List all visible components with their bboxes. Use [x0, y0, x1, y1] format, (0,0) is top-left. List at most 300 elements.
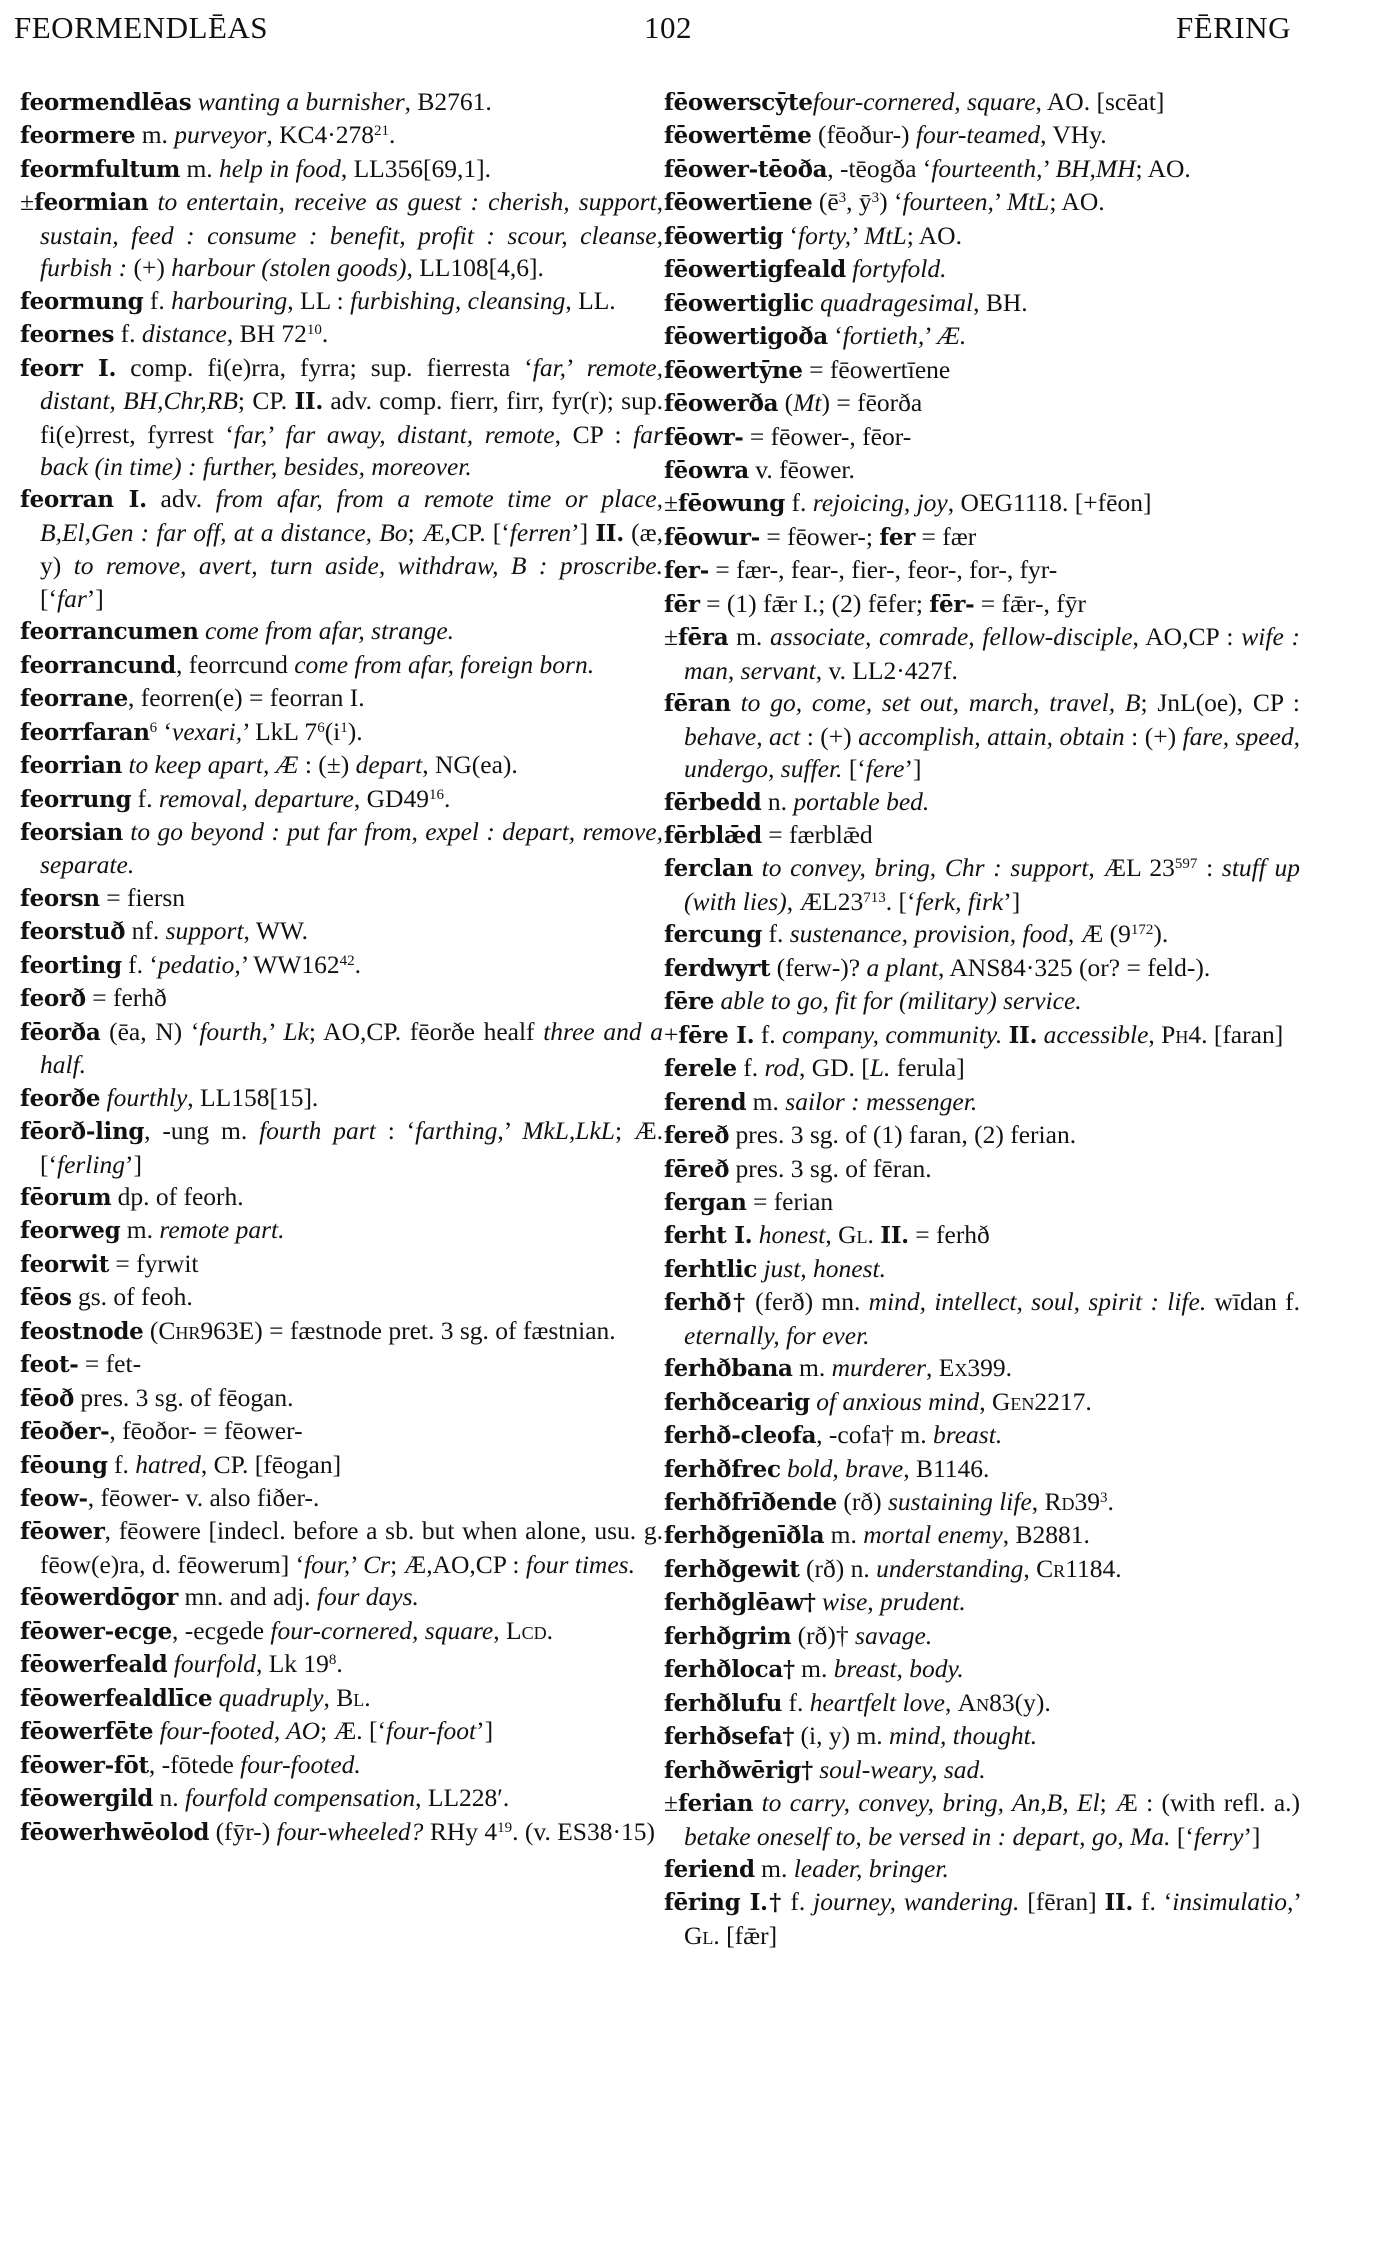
entry-text: [‘	[1170, 1821, 1194, 1851]
dictionary-entry	[20, 1281, 663, 1314]
entry-text: ’ LkL 7	[242, 716, 318, 746]
entry-text: four-foot	[385, 1716, 477, 1746]
entry-text: ; AO.	[906, 220, 962, 250]
entry-text: ’	[851, 220, 865, 250]
entry-text: adv.	[146, 484, 216, 514]
entry-text: .	[867, 1220, 881, 1250]
entry-text: fourfold compensation	[184, 1783, 416, 1813]
dictionary-entry	[20, 649, 663, 682]
headword: feorstuð	[20, 918, 126, 946]
entry-text: 6	[149, 719, 158, 736]
headword: II.	[595, 519, 624, 547]
dictionary-entry	[664, 119, 1300, 152]
right-column	[664, 86, 1300, 1952]
dictionary-entry	[664, 186, 1300, 219]
dictionary-entry	[664, 1386, 1300, 1419]
entry-text: Gl	[684, 1920, 714, 1950]
dictionary-entry	[20, 1348, 663, 1381]
entry-text: breast.	[933, 1420, 1003, 1450]
entry-text: leader, bringer.	[793, 1854, 949, 1884]
entry-text: just, honest.	[763, 1253, 886, 1283]
entry-text: 1184.	[1065, 1553, 1122, 1583]
entry-text: (ferw-)?	[770, 952, 867, 982]
headword: fēowra	[664, 456, 749, 484]
entry-text: to carry, convey, bring, An,B, El	[761, 1788, 1100, 1818]
entry-text: four-cornered, square	[812, 87, 1036, 116]
dictionary-entry	[664, 1754, 1300, 1787]
entry-text: to remove, avert, turn aside, withdraw, B : proscribe.	[73, 551, 663, 581]
entry-text: Gen	[991, 1386, 1035, 1416]
dictionary-entry	[20, 1782, 663, 1815]
dictionary-entry	[20, 982, 663, 1015]
dictionary-entry	[20, 1615, 663, 1648]
entry-text: wanting a burnisher	[197, 87, 405, 116]
entry-text: [fēran]	[1019, 1887, 1105, 1917]
headword: fēowertȳne	[664, 356, 803, 384]
entry-text: 8	[328, 1652, 337, 1669]
entry-text: , LL108[4,6].	[406, 253, 544, 283]
dictionary-entry	[20, 783, 663, 816]
entry-text: mn. and adj.	[178, 1582, 317, 1612]
entry-text: forty,	[798, 220, 852, 250]
running-head-last-word: FĒRING	[1176, 10, 1291, 45]
headword: feorsian	[20, 818, 123, 846]
entry-text: ’]	[124, 1149, 142, 1179]
entry-text: [‘	[842, 754, 866, 784]
headword: fēowertigoða	[664, 323, 828, 351]
entry-text: , BH.	[973, 287, 1028, 317]
dictionary-entry	[20, 1115, 663, 1181]
entry-text: = ferian	[746, 1186, 834, 1216]
entry-text: far	[56, 583, 87, 613]
dictionary-entry	[664, 1219, 1300, 1252]
dictionary-entry	[20, 1415, 663, 1448]
entry-text: rod	[764, 1053, 799, 1083]
entry-text: , fēower- v. also fiðer-.	[87, 1483, 320, 1513]
entry-text: mind, thought.	[889, 1721, 1038, 1751]
dictionary-entry	[20, 1082, 663, 1115]
entry-text: four times.	[525, 1549, 635, 1579]
entry-text: ’	[1042, 153, 1056, 183]
entry-text: , feorren(e) = feorran I.	[127, 683, 365, 713]
entry-text: 39	[1074, 1487, 1101, 1517]
entry-text: n.	[153, 1783, 185, 1813]
dictionary-entry	[664, 220, 1300, 253]
entry-text: ; Æ. [‘	[40, 1116, 664, 1179]
entry-text: ’	[566, 352, 587, 382]
headword: fēring I.†	[664, 1889, 783, 1917]
headword: ferele	[664, 1055, 737, 1083]
entry-text: , ÆL 23	[1088, 853, 1175, 883]
entry-text: four-teamed	[915, 120, 1041, 150]
entry-text: eternally, for ever.	[684, 1320, 870, 1350]
dictionary-entry	[20, 1515, 663, 1581]
dictionary-entry	[20, 1016, 663, 1082]
entry-text: , B1146.	[903, 1453, 990, 1483]
entry-text: .	[1107, 1487, 1114, 1517]
headword: ferhð-cleofa	[664, 1422, 817, 1450]
entry-text: , CP :	[554, 419, 634, 449]
entry-text: f.	[785, 488, 813, 518]
entry-text: 10	[306, 322, 322, 339]
entry-text: sustenance, provision, food	[789, 919, 1068, 949]
entry-text: = fēowertīene	[802, 354, 951, 384]
entry-text: : (±)	[298, 750, 356, 780]
entry-text: .	[364, 1682, 371, 1712]
entry-text: from afar, from a remote time or place, B,El,Gen : far off, at a distance, Bo	[40, 484, 663, 547]
headword: fēower-fōt	[20, 1751, 149, 1779]
entry-text: wīdan f.	[1206, 1287, 1300, 1317]
entry-text: ’	[267, 419, 286, 449]
headword: feorrancund	[20, 651, 176, 679]
dictionary-entry	[664, 1352, 1300, 1385]
dictionary-entry	[664, 1286, 1300, 1352]
entry-text: remote, distant, BH,Chr,RB	[40, 352, 663, 416]
entry-text: far,	[532, 352, 567, 382]
headword: feorrung	[20, 785, 132, 813]
headword: feorrian	[20, 752, 123, 780]
entry-text: company, community.	[781, 1019, 1003, 1049]
entry-text	[753, 853, 762, 882]
entry-text: ,	[493, 1615, 506, 1645]
entry-text: ’]	[571, 517, 596, 547]
entry-text: = fyrwit	[109, 1248, 199, 1278]
dictionary-entry	[664, 354, 1300, 387]
entry-text: ’]	[1003, 886, 1021, 916]
headword: fēre I.	[678, 1021, 755, 1049]
entry-text: ferk, firk	[915, 886, 1004, 916]
entry-text: m.	[135, 120, 175, 150]
entry-text: to go, come, set out, march, travel, B	[740, 688, 1141, 718]
headword: II.	[1008, 1021, 1038, 1049]
entry-text: f.	[143, 285, 172, 315]
entry-text: : (+)	[1124, 721, 1183, 751]
entry-text: : (+)	[800, 721, 859, 751]
dictionary-entry	[20, 1248, 663, 1281]
entry-text: = ferhð	[908, 1220, 990, 1250]
entry-text: f.	[782, 1887, 814, 1917]
entry-text: farthing,	[415, 1116, 504, 1146]
dictionary-entry	[664, 1519, 1300, 1552]
entry-text: ferry	[1193, 1821, 1244, 1851]
headword: II.	[294, 388, 324, 416]
entry-text: Ph	[1161, 1019, 1189, 1049]
entry-text: , v. LL2·427f.	[815, 655, 958, 685]
entry-text: ,	[979, 1386, 992, 1416]
headword: fēoung	[20, 1451, 108, 1479]
headword: feow-	[20, 1485, 88, 1513]
entry-text: come from afar, strange.	[204, 616, 455, 646]
headword: feorwit	[20, 1250, 110, 1278]
entry-text: , Lk 19	[255, 1649, 329, 1679]
entry-text: ; CP.	[237, 386, 295, 416]
entry-text: ,	[926, 1353, 939, 1383]
headword: fēower	[20, 1518, 105, 1546]
entry-text: . [‘	[885, 886, 916, 916]
entry-text: betake oneself to, be versed in : depart, go, Ma.	[684, 1821, 1171, 1851]
entry-text: understanding	[876, 1553, 1024, 1583]
entry-text: An	[957, 1687, 990, 1717]
headword: fēowergild	[20, 1785, 154, 1813]
entry-text: .	[321, 319, 329, 349]
headword: ferian	[678, 1790, 754, 1818]
entry-text: = fǣr-, fȳr	[974, 588, 1086, 618]
headword: fēowertīene	[664, 189, 813, 217]
dictionary-entry	[20, 949, 663, 982]
headword: fēre	[664, 988, 715, 1016]
headword: fēower-tēoða	[664, 155, 828, 183]
entry-text: , fēoðor- = fēower-	[109, 1416, 303, 1446]
entry-text: fourth part	[259, 1116, 376, 1146]
entry-text: ±	[664, 622, 678, 652]
entry-text: harbouring	[171, 285, 288, 315]
entry-text: Rd	[1044, 1487, 1075, 1517]
entry-text: to convey, bring, Chr : support	[761, 853, 1089, 883]
headword: fēorum	[20, 1183, 112, 1211]
entry-text: nf.	[125, 916, 166, 946]
entry-text: ‘	[783, 220, 799, 250]
headword: ferhðgewit	[664, 1555, 800, 1583]
entry-text: .	[336, 1649, 343, 1679]
entry-text: help in food	[219, 153, 341, 183]
dictionary-entry	[664, 1419, 1300, 1452]
headword: ferhðglēaw†	[664, 1589, 816, 1617]
entry-text: m.	[754, 1854, 794, 1884]
headword: ferhðsefa†	[664, 1723, 795, 1751]
entry-text: pres. 3 sg. of fēran.	[729, 1153, 932, 1183]
entry-text: wise, prudent.	[821, 1587, 966, 1617]
entry-text: , CP. [fēogan]	[200, 1449, 342, 1479]
headword: ferhðgenīðla	[664, 1522, 825, 1550]
headword: feorr I.	[20, 354, 117, 382]
entry-text: m.	[728, 622, 771, 652]
entry-text: 1	[340, 719, 348, 736]
dictionary-entry	[664, 1019, 1300, 1052]
dictionary-entry	[664, 918, 1300, 951]
entry-text: breast, body.	[833, 1654, 964, 1684]
entry-text: f.	[114, 319, 142, 349]
entry-text: f. ‘	[121, 949, 158, 979]
dictionary-entry	[664, 1086, 1300, 1119]
dictionary-entry	[20, 1482, 663, 1515]
entry-text: remote part.	[159, 1215, 285, 1245]
entry-text: four-cornered, square	[270, 1615, 494, 1645]
entry-text: (+)	[127, 253, 172, 283]
headword: fer	[879, 523, 916, 551]
headword: fēowerhwēolod	[20, 1818, 210, 1846]
headword: fēowerða	[664, 390, 779, 418]
entry-text: four-footed, AO	[159, 1716, 321, 1746]
dictionary-entry	[664, 786, 1300, 819]
headword: fercung	[664, 921, 763, 949]
dictionary-entry	[664, 421, 1300, 454]
entry-text: 172	[1130, 922, 1154, 939]
entry-text: associate, comrade, fellow-disciple	[770, 622, 1133, 652]
entry-text: fortieth,	[842, 321, 925, 351]
headword: feostnode	[20, 1317, 144, 1345]
entry-text: behave, act	[684, 721, 801, 751]
dictionary-entry	[664, 1653, 1300, 1686]
entry-text: depart	[355, 750, 423, 780]
entry-text: f.	[131, 783, 159, 813]
entry-text: 16	[428, 786, 444, 803]
entry-text: = fēower-;	[759, 521, 880, 551]
headword: ferhð†	[664, 1289, 747, 1317]
entry-text: Chr	[158, 1315, 201, 1345]
entry-text: ; Æ. [‘	[320, 1716, 386, 1746]
headword: ferhðgrim	[664, 1622, 792, 1650]
entry-text: ±	[20, 187, 34, 217]
entry-text: quadruply	[218, 1682, 324, 1712]
dictionary-entry	[20, 1449, 663, 1482]
entry-text: ferula]	[890, 1053, 965, 1083]
entry-text: of anxious mind	[816, 1386, 980, 1416]
entry-text: , B2881.	[1002, 1520, 1090, 1550]
headword: fēorð-ling	[20, 1118, 145, 1146]
dictionary-entry	[20, 816, 663, 882]
dictionary-entry	[20, 352, 663, 484]
dictionary-entry	[20, 1181, 663, 1214]
entry-text: 3	[838, 190, 847, 207]
entry-text: ferling	[56, 1149, 125, 1179]
entry-text: , -tēogða ‘	[827, 153, 932, 183]
entry-text: , Æ (9	[1067, 919, 1131, 949]
dictionary-entry	[664, 819, 1300, 852]
entry-text: ,	[1148, 1019, 1162, 1049]
left-column	[20, 86, 663, 1849]
entry-text: ; AO.	[1135, 153, 1191, 183]
entry-text: quadragesimal	[820, 287, 974, 317]
dictionary-entry	[664, 1119, 1300, 1152]
entry-text: fourfold	[173, 1649, 256, 1679]
dictionary-entry	[20, 285, 663, 318]
entry-text: soul-weary, sad.	[819, 1754, 986, 1784]
entry-text: ±	[664, 488, 678, 518]
entry-text: rejoicing, joy	[812, 488, 948, 518]
entry-text: , LL :	[287, 285, 351, 315]
entry-text: 3	[1100, 1490, 1108, 1507]
entry-text: accessible	[1043, 1019, 1149, 1049]
headword: feorran I.	[20, 486, 147, 514]
entry-text: adv. comp. fierr, firr, fyr(r); sup. fi(e)rrest, fyrrest ‘	[40, 386, 663, 449]
dictionary-entry	[664, 1620, 1300, 1653]
entry-text: gs. of feoh.	[71, 1282, 193, 1312]
entry-text: Lcd	[506, 1615, 547, 1645]
entry-text: fare, speed, undergo, suffer.	[684, 721, 1301, 784]
headword: ferhðfrec	[664, 1455, 781, 1483]
entry-text: , feorrcund	[175, 649, 295, 679]
headword: fēran	[664, 690, 731, 718]
headword: feormere	[20, 122, 136, 150]
entry-text: ,	[323, 1682, 337, 1712]
dictionary-entry	[664, 287, 1300, 320]
entry-text: f.	[762, 919, 790, 949]
entry-text: hatred	[135, 1449, 201, 1479]
dictionary-entry	[20, 186, 663, 284]
entry-text: = fet-	[78, 1349, 142, 1379]
headword: fēower-ecge	[20, 1617, 173, 1645]
entry-text: , LL356[69,1].	[340, 153, 491, 183]
entry-text: wife : man, servant	[684, 622, 1300, 685]
entry-text: ; Æ,CP. [‘	[407, 517, 510, 547]
entry-text: , -cofa† m.	[816, 1420, 934, 1450]
headword: feormung	[20, 287, 144, 315]
entry-text: ’]	[86, 583, 104, 613]
headword: fēowerdōgor	[20, 1584, 179, 1612]
dictionary-entry	[664, 1720, 1300, 1753]
entry-text: savage.	[855, 1620, 933, 1650]
entry-text: ; JnL(oe), CP :	[1140, 688, 1300, 718]
entry-text: L.	[869, 1053, 891, 1083]
dictionary-entry	[664, 387, 1300, 420]
headword: feormendlēas	[20, 89, 192, 116]
headword: fēos	[20, 1284, 72, 1312]
headword: feorrancumen	[20, 618, 199, 646]
headword: fergan	[664, 1188, 747, 1216]
headword: ferhðbana	[664, 1355, 793, 1383]
dictionary-entry	[20, 615, 663, 648]
entry-text: honest	[758, 1220, 826, 1250]
headword: ferdwyrt	[664, 954, 771, 982]
entry-text: (fȳr-)	[209, 1816, 277, 1846]
entry-text: Gl	[838, 1220, 868, 1250]
headword: fēr-	[929, 590, 975, 618]
headword: fēowertigfeald	[664, 256, 846, 284]
headword: fēowur-	[664, 523, 760, 551]
dictionary-entry	[20, 153, 663, 186]
headword: fēowerfealdlīce	[20, 1684, 213, 1712]
entry-text: (rð)	[836, 1487, 888, 1517]
entry-text: .	[546, 1615, 553, 1645]
dictionary-entry	[664, 1153, 1300, 1186]
entry-text: , OEG1118. [+fēon]	[947, 488, 1152, 518]
entry-text: fourteen,	[902, 187, 994, 217]
entry-text: Lk	[283, 1016, 309, 1046]
dictionary-entry	[20, 1816, 663, 1849]
headword: fereð	[664, 1122, 730, 1150]
dictionary-entry	[20, 86, 663, 119]
headword: ferhðwērig†	[664, 1756, 813, 1784]
dictionary-entry	[664, 1687, 1300, 1720]
headword: feorrfaran	[20, 718, 150, 746]
entry-text: , AO,CP :	[1132, 622, 1242, 652]
entry-text: ).	[1153, 919, 1169, 949]
headword: fēowung	[678, 490, 786, 518]
entry-text: f.	[736, 1053, 765, 1083]
entry-text: , GD49	[353, 783, 429, 813]
entry-text: , AO. [scēat]	[1035, 87, 1165, 116]
headword: feot-	[20, 1351, 79, 1379]
headword: fēorða	[20, 1018, 101, 1046]
headword: fēreð	[664, 1155, 730, 1183]
entry-text: portable bed.	[793, 786, 930, 816]
entry-text: distance	[141, 319, 227, 349]
entry-text: mind, intellect, soul, spirit : life.	[868, 1287, 1207, 1317]
entry-text: .	[354, 949, 362, 979]
entry-text: m.	[794, 1654, 834, 1684]
entry-text: four,	[304, 1549, 351, 1579]
entry-text: accomplish, attain, obtain	[858, 721, 1125, 751]
entry-text: (ferð) mn.	[746, 1287, 869, 1317]
headword: II.	[880, 1222, 909, 1250]
headword: fēoð	[20, 1384, 75, 1412]
entry-text: f. ‘	[1133, 1887, 1173, 1917]
page-number: 102	[644, 10, 692, 45]
entry-text: ) ‘	[879, 187, 903, 217]
entry-text: fourthly	[106, 1082, 188, 1112]
entry-text: 21	[374, 123, 390, 140]
entry-text: a plant	[866, 952, 939, 982]
